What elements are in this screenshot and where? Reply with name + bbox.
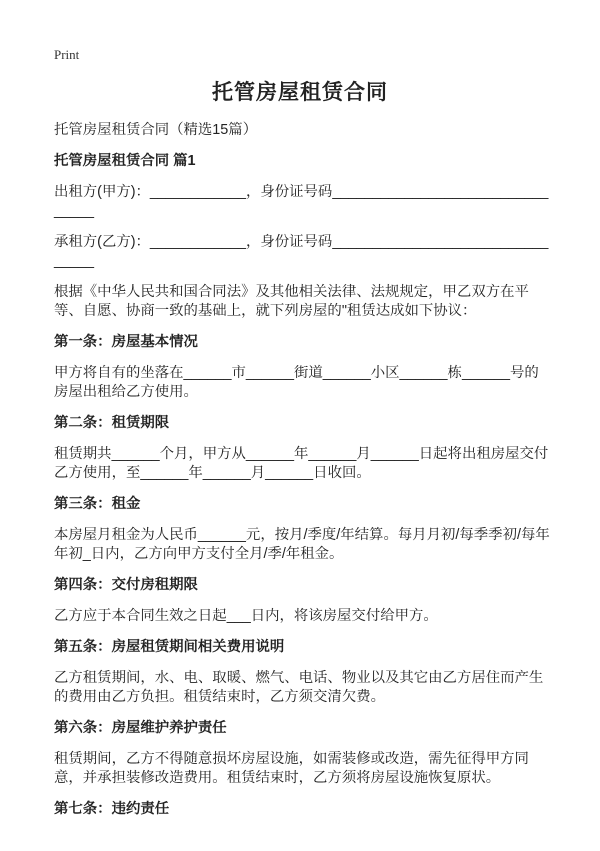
- article-heading: 第七条：违约责任: [54, 801, 170, 817]
- article-body: 租赁期间，乙方不得随意损坏房屋设施，如需装修或改造，需先征得甲方同意，并承担装修改造费用。租赁结束时，乙方须将房屋设施恢复原状。: [54, 751, 529, 786]
- article-body: 乙方租赁期间，水、电、取暖、燃气、电话、物业以及其它由乙方居住而产生的费用由乙方负担。租赁结束时，乙方须交清欠费。: [54, 670, 544, 705]
- print-link[interactable]: Print: [54, 47, 80, 62]
- party-b-line: 承租方(乙方)：____________，身份证号码________________________________: [54, 234, 549, 269]
- article-heading: 第五条：房屋租赁期间相关费用说明: [54, 639, 285, 655]
- subtitle: 托管房屋租赁合同（精选15篇）: [54, 122, 258, 138]
- article-heading: 第六条：房屋维护养护责任: [54, 720, 227, 736]
- article-heading: 第四条：交付房租期限: [54, 577, 198, 593]
- document-title: 托管房屋租赁合同: [212, 81, 388, 104]
- article-heading: 第二条：租赁期限: [54, 415, 170, 431]
- article-body: 乙方应于本合同生效之日起___日内，将该房屋交付给甲方。: [54, 608, 438, 624]
- article-heading: 第一条：房屋基本情况: [54, 334, 198, 350]
- article-body: 本房屋月租金为人民币______元，按月/季度/年结算。每月月初/每季季初/每年年初_日内，乙方向甲方支付全月/季/年租金。: [54, 527, 550, 562]
- article-body: 甲方将自有的坐落在______市______街道______小区______栋______号的房屋出租给乙方使用。: [54, 365, 539, 400]
- article-heading: 第三条：租金: [54, 496, 141, 512]
- intro-paragraph: 根据《中华人民共和国合同法》及其他相关法律、法规规定，甲乙双方在平等、自愿、协商一致的基础上，就下列房屋的"租赁达成如下协议：: [54, 284, 529, 319]
- article-body: 租赁期共______个月，甲方从______年______月______日起将出租房屋交付乙方使用，至______年______月______日收回。: [54, 446, 549, 481]
- party-a-line: 出租方(甲方)：____________，身份证号码________________________________: [54, 184, 549, 219]
- section-title: 托管房屋租赁合同 篇1: [54, 153, 196, 169]
